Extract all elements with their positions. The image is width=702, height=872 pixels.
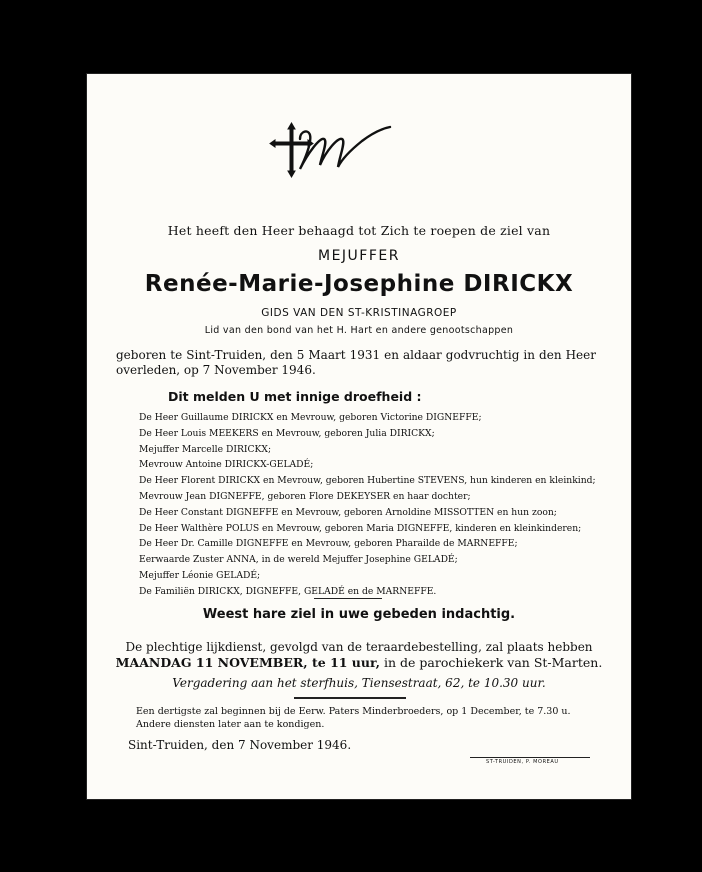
death-notice-card: [86, 73, 632, 800]
cross-monogram-icon: [266, 121, 396, 183]
tricenary-line-1: Een dertigste zal beginnen bij de Eerw. Paters Minderbroeders, op 1 December, te 7.30 u.: [136, 706, 571, 717]
printer-credit: ST-TRUIDEN, P. MOREAU: [486, 759, 559, 765]
place-date: Sint-Truiden, den 7 November 1946.: [128, 738, 352, 752]
family-item: De Heer Louis MEEKERS en Mevrouw, geboren Julia DIRICKX;: [139, 427, 435, 439]
birth-death-paragraph: [116, 348, 596, 378]
birth-line-2: overleden, op 7 November 1946.: [116, 363, 316, 377]
service-date-line: [86, 655, 632, 670]
prayer-line: Weest hare ziel in uwe gebeden indachtig.: [202, 607, 516, 622]
announce-heading: Dit melden U met innige droefheid :: [168, 389, 422, 404]
meeting-line: Vergadering aan het sterfhuis, Tiensestraat, 62, te 10.30 uur.: [172, 676, 546, 690]
membership-text: Lid van den bond van het H. Hart en andere genootschappen: [204, 325, 514, 336]
honorific-title: MEJUFFER: [318, 248, 400, 264]
deceased-name: Renée-Marie-Josephine DIRICKX: [144, 271, 574, 297]
family-item: De Familiën DIRICKX, DIGNEFFE, GELADÉ en de MARNEFFE.: [139, 585, 437, 597]
family-item: Mejuffer Léonie GELADÉ;: [139, 569, 261, 581]
service-date: MAANDAG 11 NOVEMBER, te 11 uur,: [115, 655, 381, 670]
family-item: De Heer Guillaume DIRICKX en Mevrouw, geboren Victorine DIGNEFFE;: [139, 412, 482, 423]
printer-rule: [470, 757, 590, 758]
family-item: Eerwaarde Zuster ANNA, in de wereld Mejuffer Josephine GELADÉ;: [139, 554, 458, 566]
family-list: [139, 410, 596, 600]
family-item: De Heer Dr. Camille DIGNEFFE en Mevrouw, geboren Pharailde de MARNEFFE;: [139, 538, 518, 550]
divider: [314, 598, 382, 599]
tricenary-notice: [136, 705, 571, 731]
divider: [294, 697, 406, 699]
service-line: De plechtige lijkdienst, gevolgd van de teraardebestelling, zal plaats hebben: [125, 640, 593, 654]
role-text: GIDS VAN DEN ST-KRISTINAGROEP: [261, 307, 457, 319]
family-item: De Heer Walthère POLUS en Mevrouw, geboren Maria DIGNEFFE, kinderen en kleinkinderen;: [139, 522, 582, 534]
family-item: De Heer Florent DIRICKX en Mevrouw, geboren Hubertine STEVENS, hun kinderen en kleinkind;: [139, 475, 596, 487]
tricenary-line-2: Andere diensten later aan te kondigen.: [136, 719, 325, 730]
service-place: in de parochiekerk van St-Marten.: [380, 655, 603, 670]
family-item: De Heer Constant DIGNEFFE en Mevrouw, geboren Arnoldine MISSOTTEN en hun zoon;: [139, 506, 557, 518]
family-item: Mejuffer Marcelle DIRICKX;: [139, 443, 272, 455]
birth-line-1: geboren te Sint-Truiden, den 5 Maart 1931 en aldaar godvruchtig in den Heer: [116, 348, 596, 362]
intro-text: Het heeft den Heer behaagd tot Zich te roepen de ziel van: [167, 223, 551, 238]
family-item: Mevrouw Antoine DIRICKX-GELADÉ;: [139, 459, 314, 471]
family-item: Mevrouw Jean DIGNEFFE, geboren Flore DEKEYSER en haar dochter;: [139, 490, 471, 502]
